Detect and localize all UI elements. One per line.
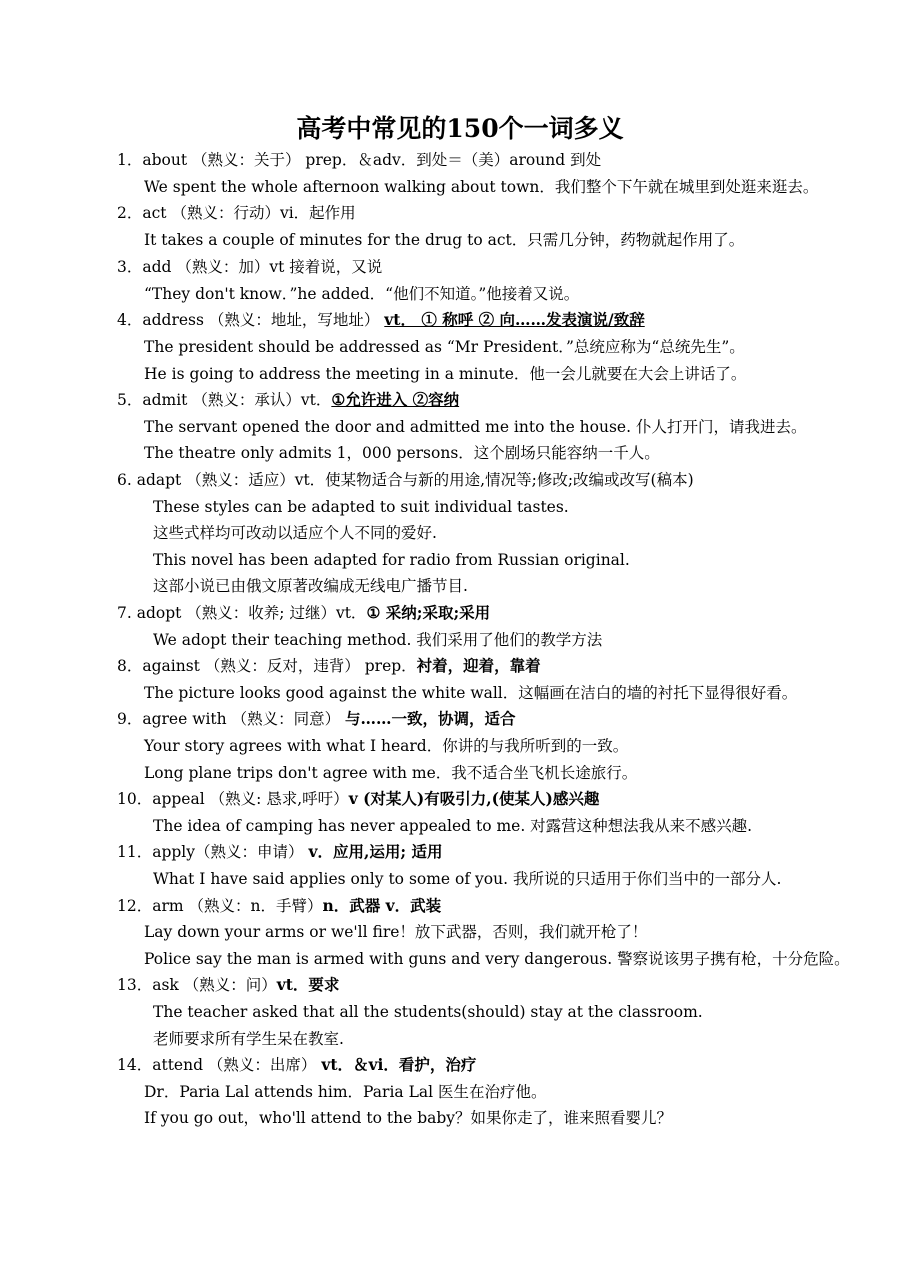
entry-heading: 4．address （熟义：地址，写地址） vt． ① 称呼 ② 向……发表演说/致辞 [117, 310, 645, 329]
entry-heading: 10．appeal （熟义: 恳求,呼吁）v (对某人)有吸引力,(使某人)感兴趣 [117, 789, 600, 808]
example-sentence: It takes a couple of minutes for the drug to act．只需几分钟，药物就起作用了。 [144, 231, 745, 249]
entry-heading: 13．ask （熟义：问）vt．要求 [117, 975, 340, 994]
example-sentence: This novel has been adapted for radio from Russian original. [153, 551, 630, 569]
entry-heading: 12．arm （熟义：n．手臂）n．武器 v．武装 [117, 896, 442, 915]
entry-heading: 7. adopt （熟义：收养; 过继）vt．① 采纳;采取;采用 [117, 603, 491, 622]
example-sentence: Your story agrees with what I heard．你讲的与我所听到的一致。 [144, 737, 629, 755]
entry-heading: 11．apply（熟义：申请） v．应用,运用; 适用 [117, 842, 443, 861]
example-sentence: These styles can be adapted to suit individual tastes. [153, 498, 569, 516]
entry-heading: 5．admit （熟义：承认）vt．①允许进入 ②容纳 [117, 390, 460, 409]
example-sentence: The president should be addressed as “Mr President．”总统应称为“总统先生”。 [144, 338, 745, 356]
example-sentence: We spent the whole afternoon walking about town．我们整个下午就在城里到处逛来逛去。 [144, 178, 819, 196]
new-meaning: v (对某人)有吸引力,(使某人)感兴趣 [348, 789, 600, 808]
example-sentence: The teacher asked that all the students(should) stay at the classroom. [153, 1003, 703, 1021]
example-sentence: Police say the man is armed with guns and very dangerous. 警察说该男子携有枪，十分危险。 [144, 950, 850, 968]
example-sentence: If you go out，who'll attend to the baby？如果你走了，谁来照看婴儿？ [144, 1109, 673, 1127]
example-sentence: Lay down your arms or we'll fire！放下武器，否则，我们就开枪了！ [144, 923, 648, 941]
new-meaning: ① 采纳;采取;采用 [366, 603, 491, 622]
new-meaning: 与……一致，协调，适合 [345, 709, 516, 728]
entry-heading: 6. adapt （熟义：适应）vt．使某物适合与新的用途,情况等;修改;改编或改写(稿本) [117, 471, 694, 489]
example-sentence: “They don't know．”he added．“他们不知道。”他接着又说。 [144, 285, 580, 303]
example-translation: 这些式样均可改动以适应个人不同的爱好. [153, 524, 437, 542]
entry-heading: 8．against （熟义：反对，违背） prep．衬着，迎着，靠着 [117, 656, 541, 675]
new-meaning: ①允许进入 ②容纳 [331, 390, 460, 409]
example-sentence: The picture looks good against the white wall．这幅画在洁白的墙的衬托下显得很好看。 [144, 684, 798, 702]
entry-heading: 3．add （熟义：加）vt 接着说，又说 [117, 258, 383, 276]
entry-heading: 9．agree with （熟义：同意） 与……一致，协调，适合 [117, 709, 516, 728]
example-sentence: We adopt their teaching method. 我们采用了他们的教学方法 [153, 631, 603, 649]
example-translation: 这部小说已由俄文原著改编成无线电广播节目. [153, 577, 468, 595]
example-sentence: Dr．Paria Lal attends him．Paria Lal 医生在治疗他。 [144, 1083, 547, 1101]
new-meaning: vt． ① 称呼 ② 向……发表演说/致辞 [384, 310, 645, 329]
new-meaning: vt．＆vi．看护，治疗 [321, 1055, 477, 1074]
example-sentence: Long plane trips don't agree with me．我不适合坐飞机长途旅行。 [144, 764, 638, 782]
example-sentence: He is going to address the meeting in a minute．他一会儿就要在大会上讲话了。 [144, 365, 747, 383]
entry-heading: 14．attend （熟义：出席） vt．＆vi．看护，治疗 [117, 1055, 477, 1074]
new-meaning: n．武器 v．武装 [322, 896, 442, 915]
example-translation: 老师要求所有学生呆在教室. [153, 1030, 344, 1048]
example-sentence: The servant opened the door and admitted me into the house. 仆人打开门，请我进去。 [144, 418, 807, 436]
new-meaning: v．应用,运用; 适用 [308, 842, 443, 861]
example-sentence: The theatre only admits 1，000 persons．这个剧场只能容纳一千人。 [144, 444, 660, 462]
new-meaning: vt．要求 [276, 975, 340, 994]
new-meaning: 衬着，迎着，靠着 [416, 656, 541, 675]
page-title: 高考中常见的150个一词多义 [296, 114, 624, 143]
example-sentence: The idea of camping has never appealed to me. 对露营这种想法我从来不感兴趣. [153, 817, 753, 835]
entry-heading: 2．act （熟义：行动）vi．起作用 [117, 204, 356, 222]
example-sentence: What I have said applies only to some of you. 我所说的只适用于你们当中的一部分人. [153, 870, 782, 888]
entry-heading: 1．about （熟义：关于） prep．＆adv．到处＝（美）around 到处 [117, 151, 602, 169]
